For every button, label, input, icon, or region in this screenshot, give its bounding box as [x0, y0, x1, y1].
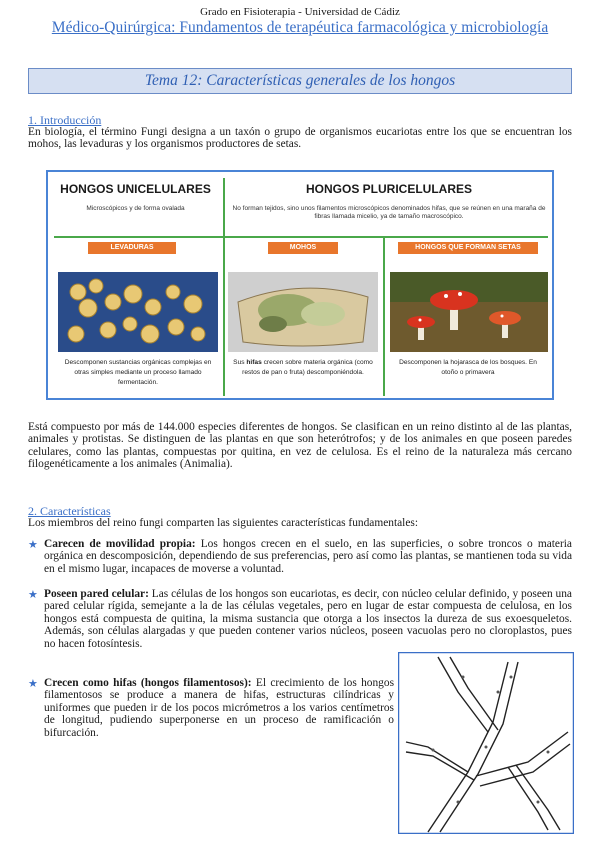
university-line: Grado en Fisioterapia - Universidad de Cádiz: [200, 6, 400, 18]
characteristics-intro: Los miembros del reino fungi comparten las siguientes características fundamentales:: [28, 517, 419, 529]
course-title: Médico-Quirúrgica: Fundamentos de terapéutica farmacológica y microbiología: [51, 19, 549, 36]
fungi-classification-figure: [46, 170, 554, 400]
multi-title: HONGOS PLURICELULARES: [305, 182, 472, 196]
hyphae-illustration: [398, 652, 574, 834]
mould-photo: [228, 272, 378, 352]
star-icon: ★: [28, 678, 38, 690]
tag-setas: HONGOS QUE FORMAN SETAS: [398, 242, 538, 254]
intro-heading: 1. Introducción: [28, 113, 102, 127]
bullet-hifas: Crecen como hifas (hongos filamentosos): El crecimiento de los hongos filamentosos se produce a manera de hifas, estructuras cilíndricas y uniformes que pueden ir de los pocos micrómetros a los varios centímetros de longitud, pudiendo superponerse en un proceso de ramificación o bifurcación.: [44, 677, 395, 739]
tag-mohos: MOHOS: [268, 242, 338, 254]
multi-sub: No forman tejidos, sino unos filamentos microscópicos denominados hifas, que se reúnen en una maraña de fibras llamada micelio, ya de tamaño macroscópico.: [232, 205, 546, 220]
intro-text: En biología, el término Fungi designa a un taxón o grupo de organismos eucariotas entre los que se encuentran los mohos, las levaduras y los organismos productores de setas.: [28, 126, 572, 151]
paragraph-species: Está compuesto por más de 144.000 especies diferentes de hongos. Se clasifican en un reino distinto al de las plantas, animales y protistas. Se distinguen de las plantas en que son heterótrofos; y de los animales en que poseen paredes celulares, como las plantas, compuestas por quitina, en vez de celulosa. Es el reino de la naturaleza más cercano filogenéticamente a los animales (Animalia).: [28, 421, 572, 471]
caption-setas: Descomponen la hojarasca de los bosques. En otoño o primavera: [399, 359, 537, 376]
yeast-photo: [58, 272, 218, 352]
star-icon: ★: [28, 539, 38, 551]
divider: [54, 236, 548, 238]
uni-title: HONGOS UNICELULARES: [60, 182, 211, 196]
mushroom-photo: [390, 272, 548, 352]
caption-mohos: Sus hifas crecen sobre materia orgánica (como restos de pan o fruta) descomponiéndola.: [233, 359, 373, 376]
topic-banner: Tema 12: Características generales de los hongos: [28, 68, 572, 94]
bullet-pared-celular: Poseen pared celular: Las células de los hongos son eucariotas, es decir, con núcleo celular definido, y poseen una pared celular rígida, semejante a la de las células vegetales, pero en lugar de estar compuesta de celulosa, en los hongos está compuesta de quitina, la misma sustancia que otorga a los insectos la dureza de sus exoesqueletos. Además, son células alargadas y que pueden contener varios núcleos, poseen vacuolas pero no cloroplastos, pues no hacen fotosíntesis.: [44, 588, 572, 650]
divider: [383, 236, 385, 396]
star-icon: ★: [28, 589, 38, 601]
divider: [223, 178, 225, 396]
characteristics-heading: 2. Características: [28, 504, 111, 518]
caption-levaduras: Descomponen sustancias orgánicas complejas en otras simples mediante un proceso llamado fermentación.: [64, 359, 212, 386]
tag-levaduras: LEVADURAS: [88, 242, 176, 254]
bullet-movilidad: Carecen de movilidad propia: Los hongos crecen en el suelo, en las superficies, o sobre troncos o materia orgánica en descomposición, dependiendo de sus preferencias, pero así como las plantas, se mantienen toda su vida en el mismo lugar, incapaces de moverse a voluntad.: [44, 538, 572, 575]
uni-sub: Microscópicos y de forma ovalada: [86, 205, 185, 212]
